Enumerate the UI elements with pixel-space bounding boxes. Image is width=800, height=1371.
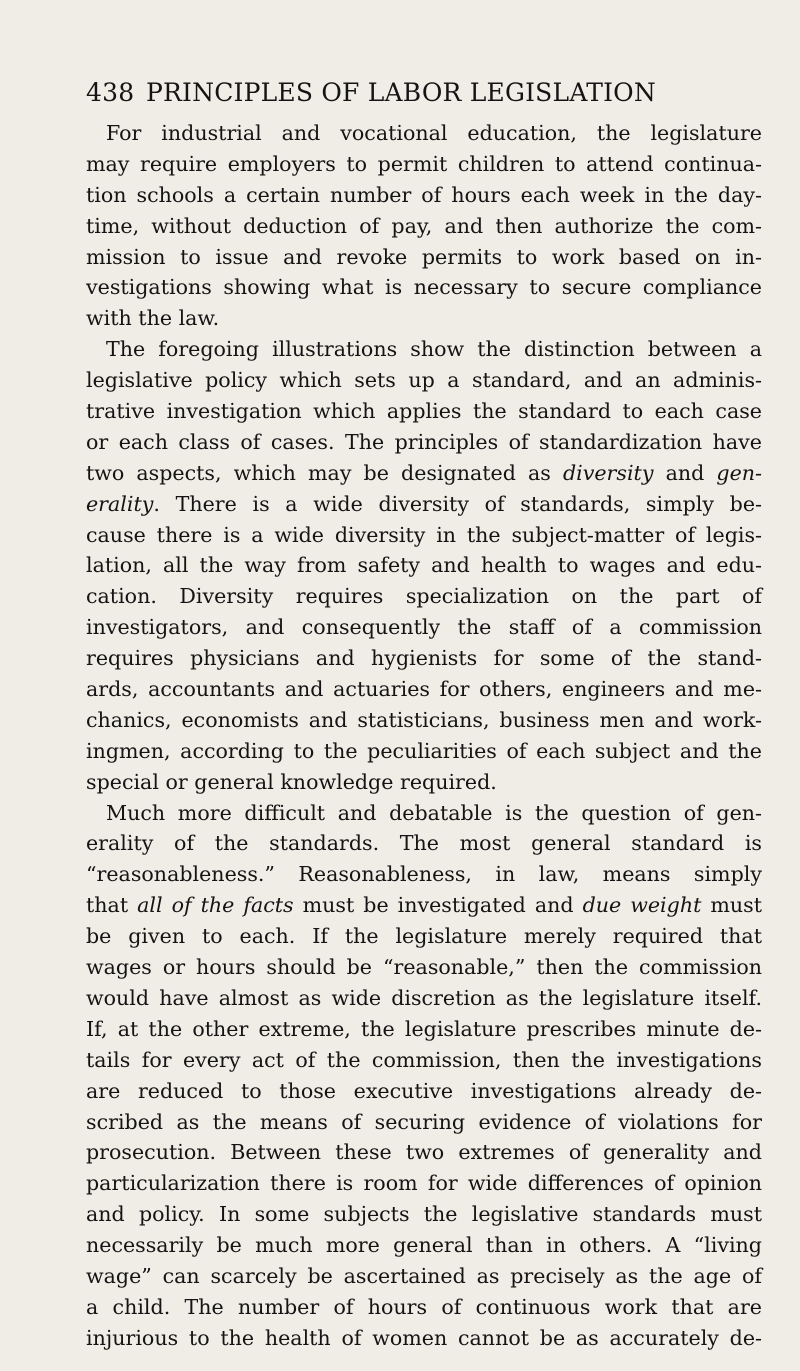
text-run: “reasonableness.” Reasonableness, in law, means simply [86, 862, 762, 887]
text-run: are reduced to those executive investigations already de- [86, 1078, 762, 1103]
text-line [86, 180, 762, 211]
text-run: . There is a wide diversity of standards, simply be- [153, 491, 762, 516]
page-number: 438 [86, 78, 135, 107]
text-line [86, 1261, 762, 1292]
text-line [86, 211, 762, 242]
text-run: prosecution. Between these two extremes of generality and [86, 1140, 762, 1165]
text-line [86, 303, 762, 334]
text-line [86, 674, 762, 705]
text-run: wages or hours should be “reasonable,” then the commission [86, 955, 762, 980]
text-line [86, 1137, 762, 1168]
text-run: tails for every act of the commission, then the investigations [86, 1047, 762, 1072]
text-run: would have almost as wide discretion as the legislature itself. [86, 985, 762, 1010]
italic-term: erality [86, 491, 154, 516]
text-line [86, 365, 762, 396]
text-run: If, at the other extreme, the legislature prescribes minute de- [86, 1016, 762, 1041]
text-line [86, 1014, 762, 1045]
text-run: trative investigation which applies the standard to each case [86, 399, 762, 424]
text-line [86, 118, 762, 149]
text-run: vestigations showing what is necessary to secure compliance [86, 275, 762, 300]
text-line [86, 767, 762, 798]
text-run: legislative policy which sets up a standard, and an adminis- [86, 368, 762, 393]
text-run: may require employers to permit children to attend continua- [86, 151, 762, 176]
text-line [86, 828, 762, 859]
text-run: and [653, 460, 717, 485]
text-run: with the law. [86, 306, 220, 331]
text-line [86, 952, 762, 983]
text-run: erality of the standards. The most general standard is [86, 831, 762, 856]
text-run: The foregoing illustrations show the distinction between a [106, 337, 762, 362]
text-line [86, 149, 762, 180]
text-run: time, without deduction of pay, and then authorize the com- [86, 213, 762, 238]
text-line [86, 489, 762, 520]
italic-term: gen- [716, 460, 762, 485]
text-line [86, 242, 762, 273]
text-line [86, 983, 762, 1014]
text-line [86, 612, 762, 643]
text-run: or each class of cases. The principles of standardization have [86, 429, 762, 454]
text-run: special or general knowledge required. [86, 769, 497, 794]
page-header [86, 78, 746, 118]
text-line [86, 272, 762, 303]
text-run: For industrial and vocational education, the legislature [106, 121, 762, 145]
body-text [86, 118, 762, 1354]
text-line [86, 427, 762, 458]
text-line [86, 1045, 762, 1076]
text-line [86, 705, 762, 736]
text-run: lation, all the way from safety and health to wages and edu- [86, 553, 762, 578]
text-line [86, 1107, 762, 1138]
italic-term: diversity [562, 460, 654, 485]
text-line [86, 1230, 762, 1261]
text-line [86, 1292, 762, 1323]
text-line [86, 458, 762, 489]
text-run: injurious to the health of women cannot be as accurately de- [86, 1325, 762, 1350]
text-line [86, 550, 762, 581]
text-run: Much more difficult and debatable is the question of gen- [106, 800, 762, 825]
italic-term: due weight [582, 893, 702, 918]
text-run: and policy. In some subjects the legislative standards must [86, 1202, 762, 1227]
text-line [86, 1323, 762, 1354]
text-run: scribed as the means of securing evidence of violations for [86, 1109, 762, 1134]
text-line [86, 520, 762, 551]
text-run: must be investigated and [293, 893, 583, 918]
text-line [86, 859, 762, 890]
text-line [86, 396, 762, 427]
text-run: ingmen, according to the peculiarities of each subject and the [86, 738, 762, 763]
text-run: be given to each. If the legislature merely required that [86, 924, 762, 949]
text-line [86, 798, 762, 829]
text-run: must [701, 893, 763, 918]
text-run: a child. The number of hours of continuous work that are [86, 1294, 762, 1319]
text-line [86, 581, 762, 612]
running-head: PRINCIPLES OF LABOR LEGISLATION [146, 78, 656, 107]
text-line [86, 1076, 762, 1107]
text-run: requires physicians and hygienists for some of the stand- [86, 646, 762, 671]
text-line [86, 643, 762, 674]
text-run: investigators, and consequently the staff of a commission [86, 615, 762, 640]
text-run: mission to issue and revoke permits to work based on in- [86, 244, 762, 269]
text-line [86, 1168, 762, 1199]
text-run: cation. Diversity requires specialization on the part of [86, 584, 762, 609]
text-run: chanics, economists and statisticians, business men and work- [86, 707, 762, 732]
text-line [86, 921, 762, 952]
text-run: ards, accountants and actuaries for others, engineers and me- [86, 677, 762, 702]
text-run: particularization there is room for wide differences of opinion [86, 1171, 762, 1196]
text-run: that [86, 893, 138, 918]
text-line [86, 890, 762, 921]
text-line [86, 334, 762, 365]
text-run: necessarily be much more general than in others. A “living [86, 1233, 762, 1258]
text-line [86, 736, 762, 767]
text-run: two aspects, which may be designated as [86, 460, 563, 485]
text-run: tion schools a certain number of hours each week in the day- [86, 182, 762, 207]
text-run: wage” can scarcely be ascertained as precisely as the age of [86, 1263, 762, 1288]
text-run: cause there is a wide diversity in the subject-matter of legis- [86, 522, 762, 547]
text-line [86, 1199, 762, 1230]
italic-term: all of the facts [137, 893, 294, 918]
